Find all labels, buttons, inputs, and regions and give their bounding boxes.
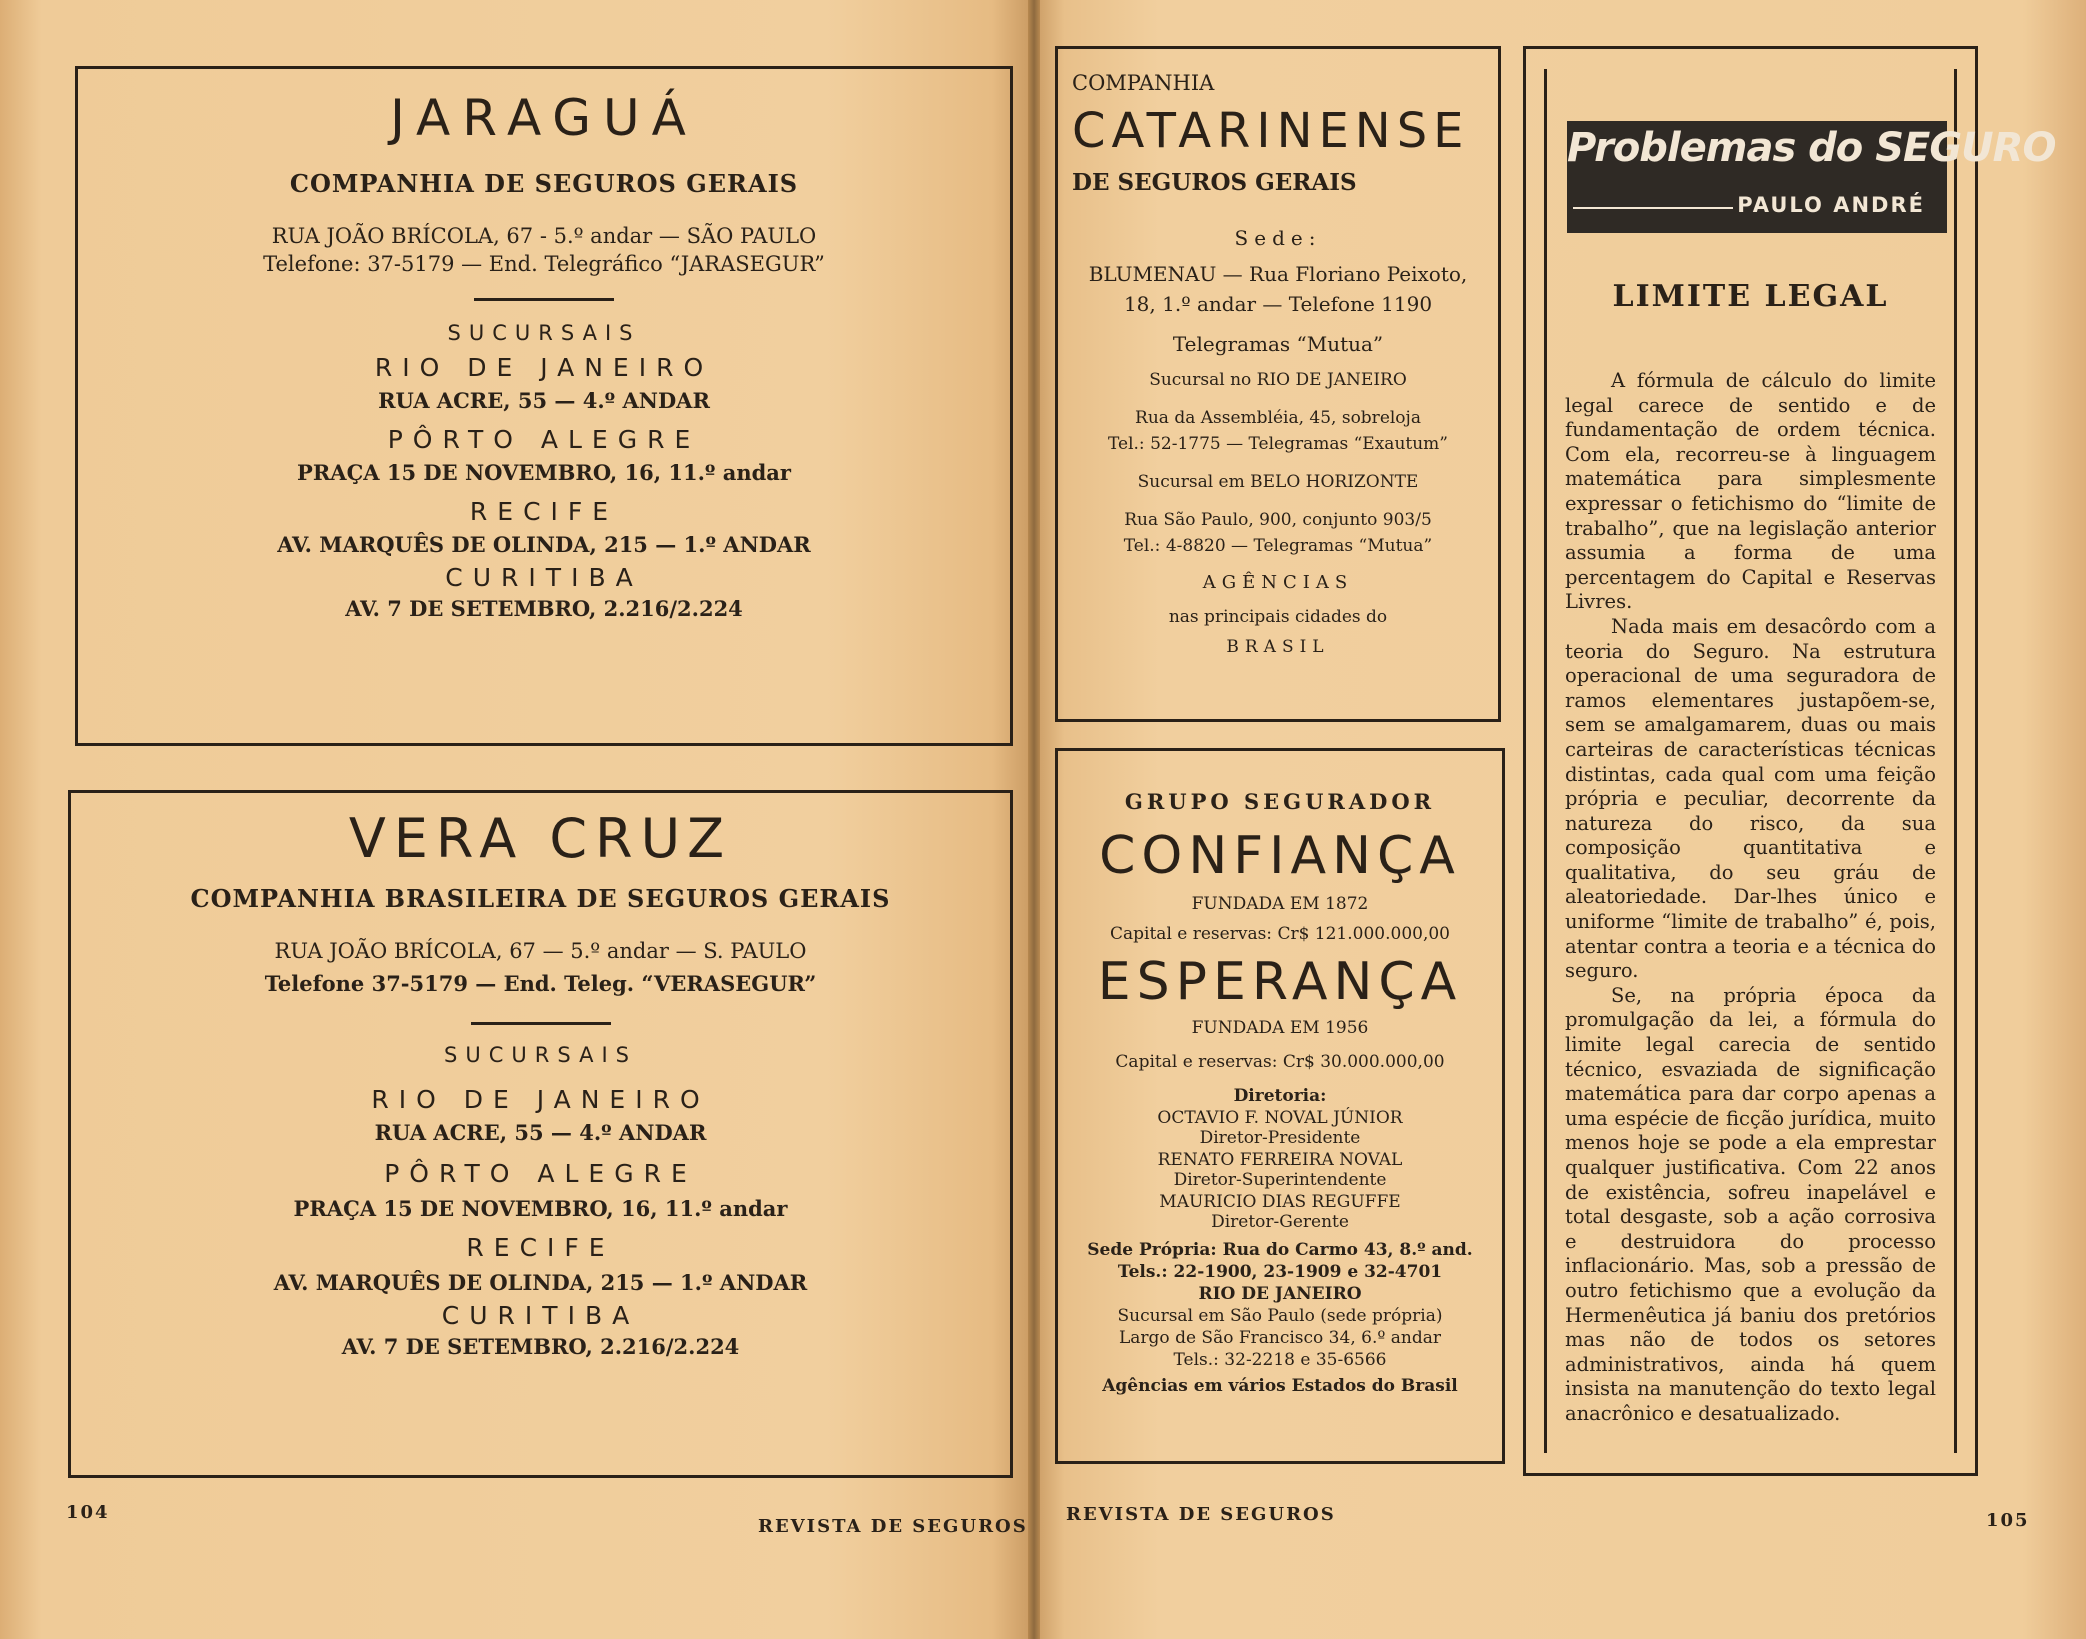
director-role: Diretor-Presidente	[1199, 1128, 1361, 1148]
branch-city: RIO DE JANEIRO	[374, 353, 714, 382]
footer-right: REVISTA DE SEGUROS	[1066, 1504, 1336, 1525]
group-label: GRUPO SEGURADOR	[1124, 789, 1436, 814]
divider	[471, 1022, 611, 1025]
ad-jaragua-title: JARAGUÁ	[390, 89, 698, 147]
branch-city: RECIFE	[466, 1233, 615, 1262]
brasil-label: BRASIL	[1226, 637, 1330, 657]
agencias-line: nas principais cidades do	[1168, 607, 1388, 627]
sede-line: Sede Própria: Rua do Carmo 43, 8.º and.	[1087, 1240, 1473, 1260]
sp-line: Sucursal em São Paulo (sede própria)	[1117, 1306, 1443, 1326]
ad-jaragua-subtitle: COMPANHIA DE SEGUROS GERAIS	[289, 169, 799, 198]
director-role: Diretor-Gerente	[1211, 1212, 1349, 1232]
column-problemas-do-seguro	[1523, 46, 2056, 1476]
divider	[474, 298, 614, 301]
column-paragraph: Se, na própria época da promulgação da lei, a fórmula do limite legal carecia de sentido técnico, esvaziada de significação matemática para dar corpo apenas a uma espécie de ficção jurídica, muito menos hoje se pode a ela emprestar qualquer justificativa. Com 22 anos de existência, sofreu inapelável e total desgaste, sob a ação corrosiva e destruidora do processo inflacionário. Mas, sob a pressão de outro fetichismo que a evolução da Hermenêutica já baniu dos pretórios mas não de todos os setores administrativos, ainda há quem insista na manutenção do texto legal anacrônico e desatualizado.	[1565, 983, 1936, 1425]
director-name: OCTAVIO F. NOVAL JÚNIOR	[1157, 1108, 1403, 1128]
director-role: Diretor-Superintendente	[1173, 1170, 1387, 1190]
branch-address: AV. 7 DE SETEMBRO, 2.216/2.224	[345, 596, 743, 621]
ad-catarinense-title: CATARINENSE	[1072, 103, 1470, 159]
branch-address: RUA ACRE, 55 — 4.º ANDAR	[374, 1120, 707, 1145]
founded-line: FUNDADA EM 1872	[1191, 894, 1369, 914]
director-name: MAURICIO DIAS REGUFFE	[1159, 1192, 1401, 1212]
founded-line: FUNDADA EM 1956	[1191, 1018, 1369, 1038]
telegram-line: Telegramas “Mutua”	[1172, 332, 1384, 356]
sede-label: Sede:	[1234, 226, 1322, 250]
branch-city: PÔRTO ALEGRE	[387, 425, 701, 454]
branch-address: AV. MARQUÊS DE OLINDA, 215 — 1.º ANDAR	[277, 532, 811, 557]
branch-address: PRAÇA 15 DE NOVEMBRO, 16, 11.º andar	[293, 1196, 788, 1221]
capital-line: Capital e reservas: Cr$ 30.000.000,00	[1115, 1052, 1445, 1072]
branch-line: Rua da Assembléia, 45, sobreloja	[1135, 408, 1421, 428]
branch-city: RECIFE	[469, 497, 619, 526]
branch-line: Rua São Paulo, 900, conjunto 903/5	[1124, 510, 1432, 530]
column-frame	[1544, 69, 2056, 1453]
ad-jaragua-phone: Telefone: 37-5179 — End. Telegráfico “JARASEGUR”	[263, 252, 825, 276]
masthead-title: Problemas do SEGURO	[1567, 125, 2056, 171]
masthead-author: PAULO ANDRÉ	[1737, 193, 1925, 217]
branch-city: CURITIBA	[445, 563, 643, 592]
sede-line: 18, 1.º andar — Telefone 1190	[1123, 292, 1433, 316]
ad-veracruz-phone: Telefone 37-5179 — End. Teleg. “VERASEGUR”	[264, 971, 817, 996]
branch-label: Sucursal no RIO DE JANEIRO	[1149, 370, 1407, 390]
capital-line: Capital e reservas: Cr$ 121.000.000,00	[1110, 924, 1450, 944]
confianca-title: CONFIANÇA	[1099, 826, 1461, 886]
agencias-label: AGÊNCIAS	[1202, 572, 1354, 593]
column-paragraph: A fórmula de cálculo do limite legal carece de sentido e de fundamentação de ordem técnica. Com ela, recorreu-se à linguagem matemática para simplesmente expressar o fetichismo do “limite de trabalho”, que na legislação anterior assumia a forma de uma percentagem do Capital e Reservas Livres.	[1565, 369, 1936, 614]
branches-label: SUCURSAIS	[444, 1043, 637, 1067]
sede-line: BLUMENAU — Rua Floriano Peixoto,	[1088, 262, 1468, 286]
branches-label: SUCURSAIS	[447, 321, 641, 345]
branch-address: PRAÇA 15 DE NOVEMBRO, 16, 11.º andar	[297, 460, 791, 485]
tels-line: Tels.: 22-1900, 23-1909 e 32-4701	[1117, 1262, 1443, 1282]
agencias-line: Agências em vários Estados do Brasil	[1102, 1376, 1458, 1396]
column-body	[1565, 369, 1936, 1427]
city-line: RIO DE JANEIRO	[1198, 1284, 1362, 1304]
ad-veracruz-title: VERA CRUZ	[348, 807, 733, 870]
ad-catarinense-subtitle: DE SEGUROS GERAIS	[1072, 169, 1357, 196]
branch-address: RUA ACRE, 55 — 4.º ANDAR	[378, 388, 710, 413]
branch-line: Tel.: 52-1775 — Telegramas “Exautum”	[1108, 434, 1448, 454]
sp-line: Tels.: 32-2218 e 35-6566	[1173, 1350, 1387, 1370]
column-masthead	[1567, 121, 2056, 233]
branch-line: Tel.: 4-8820 — Telegramas “Mutua”	[1123, 536, 1433, 556]
branch-city: CURITIBA	[441, 1301, 640, 1330]
footer-left: REVISTA DE SEGUROS	[758, 1516, 1028, 1537]
book-gutter	[1028, 0, 1040, 1639]
ad-jaragua-address: RUA JOÃO BRÍCOLA, 67 - 5.º andar — SÃO PAULO	[271, 224, 817, 248]
ad-confianca	[1055, 748, 1505, 1464]
ad-veracruz-address: RUA JOÃO BRÍCOLA, 67 — 5.º andar — S. PAULO	[274, 939, 807, 963]
ad-veracruz	[68, 790, 1013, 1478]
branch-label: Sucursal em BELO HORIZONTE	[1137, 472, 1419, 492]
ad-veracruz-subtitle: COMPANHIA BRASILEIRA DE SEGUROS GERAIS	[190, 884, 891, 913]
branch-address: AV. 7 DE SETEMBRO, 2.216/2.224	[341, 1334, 740, 1359]
ad-catarinense-pre: COMPANHIA	[1072, 71, 1215, 95]
board-label: Diretoria:	[1233, 1086, 1327, 1106]
column-heading: LIMITE LEGAL	[1612, 279, 1889, 314]
page-number-left: 104	[66, 1502, 110, 1523]
director-name: RENATO FERREIRA NOVAL	[1157, 1150, 1403, 1170]
ad-jaragua	[75, 66, 1013, 746]
sp-line: Largo de São Francisco 34, 6.º andar	[1119, 1328, 1441, 1348]
page-number-right: 105	[1986, 1510, 2030, 1531]
ad-catarinense	[1055, 46, 1501, 722]
branch-address: AV. MARQUÊS DE OLINDA, 215 — 1.º ANDAR	[273, 1270, 808, 1295]
branch-city: RIO DE JANEIRO	[371, 1085, 710, 1114]
esperanca-title: ESPERANÇA	[1097, 952, 1463, 1012]
branch-city: PÔRTO ALEGRE	[384, 1159, 697, 1188]
column-paragraph: Nada mais em desacôrdo com a teoria do Seguro. Na estrutura operacional de uma seguradora de ramos elementares justapõem-se, sem se amalgamarem, duas ou mais carteiras de características técnicas distintas, cada qual com uma feição própria e peculiar, decorrente da natureza do risco, da sua composição quantitativa e qualitativa, do seu gráu de aleatoriedade. Dar-lhes único e uniforme “limite de trabalho” é, pois, atentar contra a teoria e a técnica do seguro.	[1565, 614, 1936, 983]
